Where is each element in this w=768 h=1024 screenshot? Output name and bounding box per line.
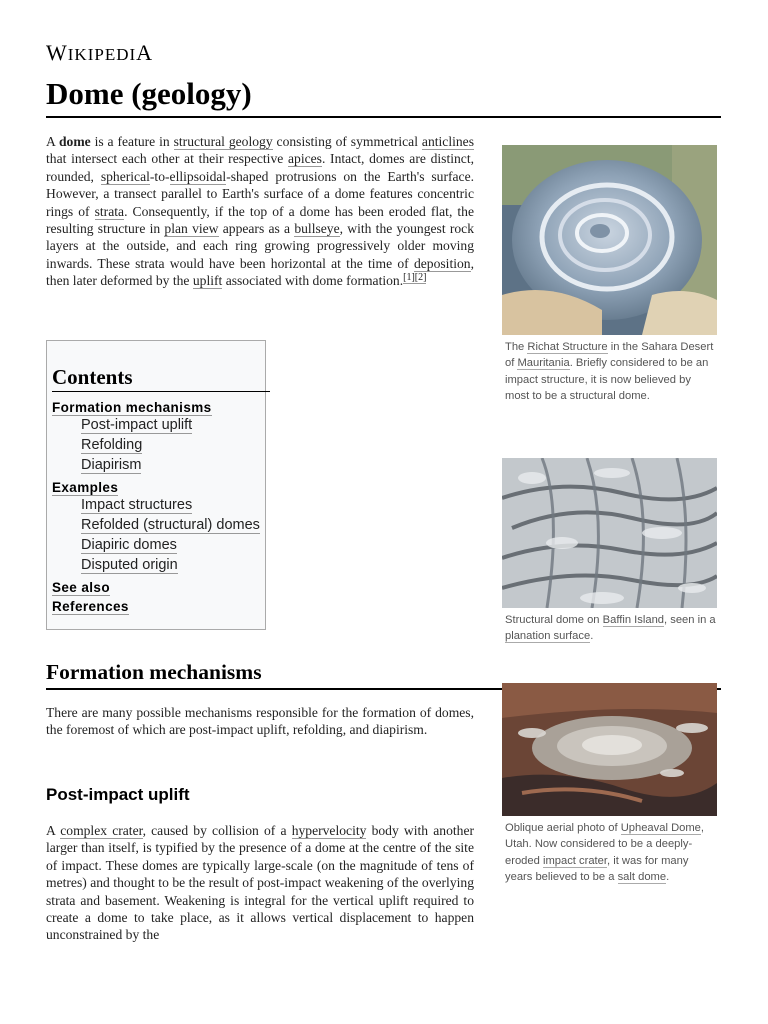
richat-structure-image[interactable]	[502, 145, 717, 335]
table-of-contents	[46, 340, 266, 630]
toc-item-impact-structures[interactable]: Impact structures	[81, 497, 193, 513]
link-baffin-island[interactable]: Baffin Island	[602, 614, 665, 626]
link-plan-view[interactable]: plan view	[164, 221, 219, 237]
link-impact-crater[interactable]: impact crater	[542, 854, 607, 867]
toc-item-diapirism[interactable]: Diapirism	[81, 457, 142, 473]
figure-richat	[502, 145, 717, 404]
figure-upheaval	[502, 683, 717, 885]
ref-1[interactable]: [1]	[403, 271, 415, 283]
link-apices[interactable]: apices	[287, 151, 322, 167]
toc-item-see-also[interactable]: See also	[52, 580, 110, 595]
toc-item-references[interactable]: References	[52, 599, 129, 614]
link-uplift[interactable]: uplift	[192, 273, 223, 289]
caption-baffin: Structural dome on Baffin Island, seen in a planation surface.	[505, 614, 716, 643]
link-upheaval-dome[interactable]: Upheaval Dome	[620, 822, 701, 834]
link-complex-crater[interactable]: complex crater	[60, 823, 143, 838]
toc-item-refolded-domes[interactable]: Refolded (structural) domes	[81, 517, 260, 533]
caption-richat: The Richat Structure in the Sahara Desert of Mauritania. Briefly considered to be an impact structure, it is now believed by most to be a structural dome.	[505, 341, 714, 402]
wordmark-last: A	[136, 40, 154, 65]
wordmark-mid: IKIPEDI	[67, 45, 137, 64]
link-structural-geology[interactable]: structural geology	[173, 134, 273, 149]
ref-2[interactable]: [2]	[414, 271, 427, 283]
link-richat-structure[interactable]: Richat Structure	[527, 341, 608, 353]
page-title: Dome (geology)	[46, 76, 721, 118]
toc-item-post-impact-uplift[interactable]: Post-impact uplift	[81, 417, 193, 433]
link-hypervelocity[interactable]: hypervelocity	[291, 823, 367, 838]
toc-item-refolding[interactable]: Refolding	[81, 437, 143, 453]
section-heading-formation: Formation mechanisms	[46, 660, 721, 690]
toc-item-disputed-origin[interactable]: Disputed origin	[81, 557, 178, 573]
section-heading-post-impact-uplift: Post-impact uplift	[46, 785, 190, 804]
baffin-island-image[interactable]	[502, 458, 717, 608]
toc-item-examples[interactable]: Examples	[52, 480, 119, 495]
toc-item-diapiric-domes[interactable]: Diapiric domes	[81, 537, 177, 553]
wordmark-first: W	[46, 40, 68, 65]
link-ellipsoidal[interactable]: ellipsoidal	[169, 168, 227, 184]
toc-title: Contents	[52, 365, 270, 392]
link-deposition[interactable]: deposition	[413, 255, 471, 271]
upheaval-dome-image[interactable]	[502, 683, 717, 816]
link-bullseye[interactable]: bullseye	[294, 221, 340, 237]
dome-term: dome	[58, 134, 91, 149]
link-salt-dome[interactable]: salt dome	[617, 870, 667, 883]
formation-paragraph: There are many possible mechanisms responsible for the formation of domes, the foremost of which are post-impact uplift, refolding, and diapirism.	[46, 705, 474, 738]
figure-baffin	[502, 458, 717, 645]
wikipedia-wordmark[interactable]	[46, 40, 153, 66]
link-spherical[interactable]: spherical	[100, 168, 150, 184]
link-anticlines[interactable]: anticlines	[421, 134, 474, 149]
caption-upheaval: Oblique aerial photo of Upheaval Dome, Utah. Now considered to be a deeply-eroded impact crater, it was for many years believed to be a salt dome.	[505, 822, 705, 883]
link-strata[interactable]: strata	[94, 203, 125, 219]
toc-item-formation[interactable]: Formation mechanisms	[52, 400, 212, 415]
link-planation-surface[interactable]: planation surface	[505, 630, 591, 643]
link-mauritania[interactable]: Mauritania	[517, 357, 570, 370]
uplift-paragraph: A complex crater, caused by collision of a hypervelocity body with another larger than itself, is typified by the presence of a dome at the centre of the site of impact. These domes are typically large-scale (on the magnitude of tens of metres) and thought to be the result of post-impact weakening of the overlying strata and basement. Weakening is integral for the vertical uplift required to create a dome to take place, as it allows vertical displacement to happen unconstrained by the	[46, 823, 475, 943]
intro-paragraph: A dome is a feature in structural geology consisting of symmetrical anticlines that intersect each other at their respective apices. Intact, domes are distinct, rounded, spherical-to-ellipsoidal-shaped protrusions on the Earth's surface. However, a transect parallel to Earth's surface of a dome features concentric rings of strata. Consequently, if the top of a dome has been eroded flat, the resulting structure in plan view appears as a bullseye, with the youngest rock layers at the outside, and each ring growing progressively older moving inwards. These strata would have been horizontal at the time of deposition, then later deformed by the uplift associated with dome formation.[1][2]	[46, 134, 475, 289]
